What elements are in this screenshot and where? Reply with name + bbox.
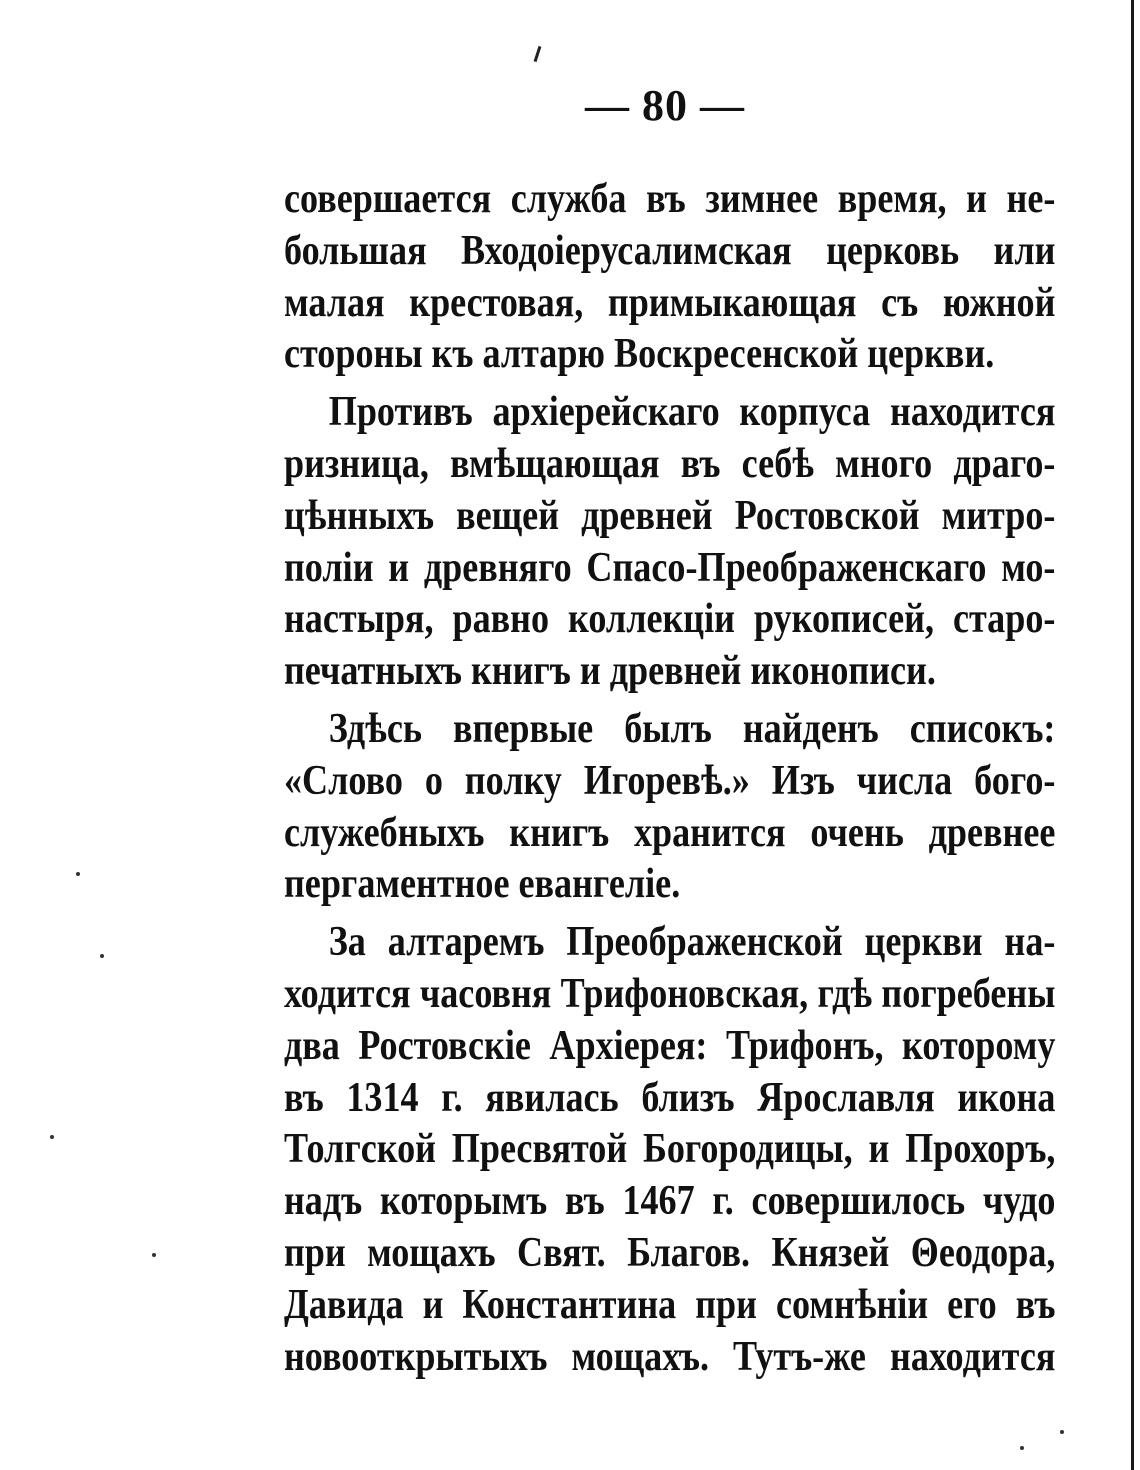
scan-speck bbox=[50, 1135, 54, 1139]
text-line: при мощахъ Свят. Благов. Князей Θеодора, bbox=[284, 1229, 1056, 1276]
text-line: Толгской Пресвятой Богородицы, и Прохоръ, bbox=[284, 1126, 1056, 1173]
stray-ink-mark bbox=[534, 46, 542, 62]
paragraph-2 bbox=[284, 387, 1056, 698]
scan-speck bbox=[1060, 1430, 1064, 1434]
text-line: надъ которымъ въ 1467 г. совершилось чудо bbox=[284, 1178, 1056, 1225]
scan-speck bbox=[76, 872, 80, 876]
text-line: Здѣсь впервые былъ найденъ списокъ: bbox=[328, 705, 1056, 752]
text-line: «Слово о полку Игоревѣ.» Изъ числа бого- bbox=[284, 757, 1056, 804]
text-line: малая крестовая, примыкающая съ южной bbox=[284, 279, 1056, 326]
scan-speck bbox=[152, 1253, 156, 1257]
text-line: цѣнныхъ вещей древней Ростовской митро- bbox=[284, 492, 1056, 539]
text-line: настыря, равно коллекціи рукописей, старо- bbox=[284, 596, 1056, 643]
text-line: печатныхъ книгъ и древней иконописи. bbox=[284, 648, 936, 695]
page-body-text bbox=[284, 174, 1056, 1383]
text-line: совершается служба въ зимнее время, и не- bbox=[284, 176, 1056, 222]
scan-speck bbox=[100, 954, 104, 958]
text-line: За алтаремъ Преображенской церкви на- bbox=[328, 919, 1056, 966]
text-line: ходится часовня Трифоновская, гдѣ погребены bbox=[284, 970, 1056, 1017]
text-line: стороны къ алтарю Воскресенской церкви. bbox=[284, 331, 995, 378]
text-line: Противъ архіерейскаго корпуса находится bbox=[328, 389, 1056, 436]
text-line: новооткрытыхъ мощахъ. Тутъ-же находится bbox=[284, 1333, 1056, 1380]
text-line: въ 1314 г. явилась близъ Ярославля икона bbox=[284, 1074, 1056, 1121]
text-line: служебныхъ книгъ хранится очень древнее bbox=[284, 809, 1056, 856]
text-line: два Ростовскіе Архіерея: Трифонъ, которому bbox=[284, 1022, 1056, 1069]
page-number: — 80 — bbox=[585, 81, 745, 130]
text-line: поліи и древняго Спасо-Преображенскаго мо- bbox=[284, 544, 1056, 591]
text-line: большая Входоіерусалимская церковь или bbox=[284, 227, 1056, 274]
scan-speck bbox=[1020, 1446, 1024, 1450]
text-line: ризница, вмѣщающая въ себѣ много драго- bbox=[284, 440, 1056, 487]
page-edge-shadow bbox=[1131, 0, 1134, 1470]
text-line: пергаментное евангеліе. bbox=[284, 861, 681, 908]
paragraph-1 bbox=[284, 174, 1056, 381]
paragraph-3 bbox=[284, 704, 1056, 911]
paragraph-4 bbox=[284, 917, 1056, 1383]
text-line: Давида и Константина при сомнѣніи его въ bbox=[284, 1281, 1056, 1328]
